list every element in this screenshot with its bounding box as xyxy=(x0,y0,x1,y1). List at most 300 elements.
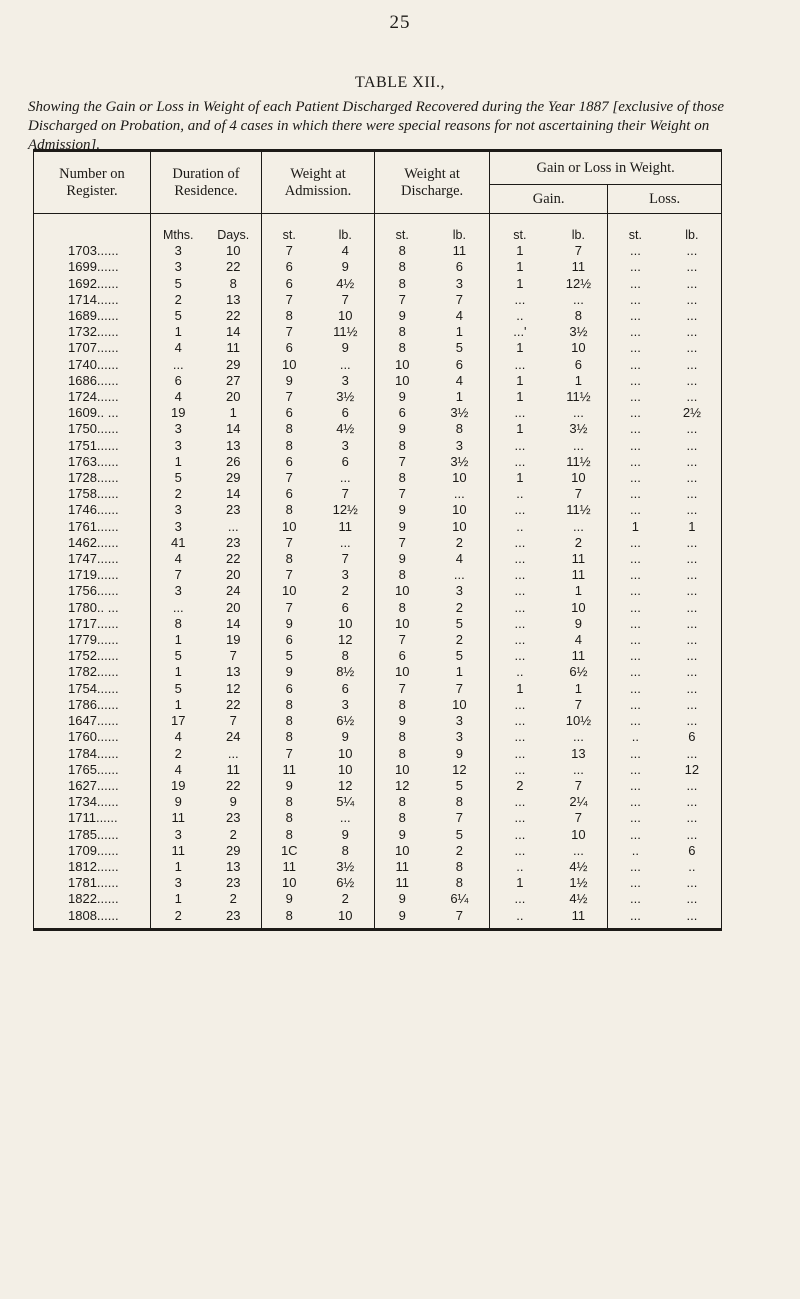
table-cell: 7 xyxy=(285,745,293,761)
table-row xyxy=(34,276,722,292)
table-row xyxy=(34,583,722,599)
table-cell: 1½ xyxy=(550,875,608,891)
table-cell: 11 xyxy=(206,340,262,356)
table-cell: ... xyxy=(514,713,526,729)
table-row xyxy=(34,357,722,373)
table-cell: 3 xyxy=(174,243,182,259)
table-cell: ... xyxy=(317,470,375,486)
table-cell: 3½ xyxy=(430,454,490,470)
table-title: TABLE XII., xyxy=(355,74,445,91)
table-row xyxy=(34,454,722,470)
table-cell: ... xyxy=(514,648,526,664)
table-cell: 7 xyxy=(285,599,293,615)
table-cell: ... xyxy=(629,437,641,453)
table-cell: ... xyxy=(550,438,608,454)
table-cell: 9 xyxy=(206,794,262,810)
table-cell: 9 xyxy=(398,518,406,534)
table-cell: 23 xyxy=(206,502,262,518)
table-cell: 3½ xyxy=(317,389,375,405)
register-number-cell: 1692...... xyxy=(34,276,151,292)
table-cell: ... xyxy=(629,340,641,356)
table-cell: 4 xyxy=(430,373,490,389)
table-cell: 9 xyxy=(317,340,375,356)
table-cell: 7 xyxy=(550,486,608,502)
units-cell: Mths. xyxy=(162,228,194,242)
table-cell: 7 xyxy=(206,648,262,664)
table-cell: 9 xyxy=(285,372,293,388)
register-number-cell: 1686...... xyxy=(34,373,151,389)
table-cell: .. xyxy=(631,729,639,745)
table-cell: 11 xyxy=(550,551,608,567)
table-cell: 7 xyxy=(285,389,293,405)
table-cell: 6½ xyxy=(550,664,608,680)
table-row xyxy=(34,373,722,389)
table-cell: 1 xyxy=(174,453,182,469)
table-cell: 2 xyxy=(174,745,182,761)
table-cell: 8 xyxy=(285,308,293,324)
table-cell: ... xyxy=(629,777,641,793)
table-cell: ... xyxy=(629,551,641,567)
table-cell: 1 xyxy=(174,696,182,712)
table-cell: 6 xyxy=(174,372,182,388)
table-cell: 3 xyxy=(174,826,182,842)
table-cell: 3 xyxy=(174,875,182,891)
table-cell: ... xyxy=(629,502,641,518)
table-cell: 10 xyxy=(395,356,410,372)
units-row xyxy=(34,214,722,244)
table-cell: 6 xyxy=(398,405,406,421)
table-cell: 11 xyxy=(550,648,608,664)
table-cell: 4 xyxy=(550,632,608,648)
table-cell: 19 xyxy=(206,632,262,648)
table-cell: 11 xyxy=(550,567,608,583)
table-row xyxy=(34,762,722,778)
table-cell: 9 xyxy=(285,664,293,680)
register-number-cell: 1647...... xyxy=(34,713,151,729)
table-cell: 4 xyxy=(174,340,182,356)
table-cell: 9 xyxy=(398,826,406,842)
table-cell: 12 xyxy=(206,681,262,697)
table-cell: ... xyxy=(629,534,641,550)
table-cell: ... xyxy=(663,875,722,891)
table-cell: 9 xyxy=(285,891,293,907)
table-cell: 6¼ xyxy=(430,891,490,907)
table-cell: 12 xyxy=(317,632,375,648)
register-number-cell: 1724...... xyxy=(34,389,151,405)
table-cell: 6 xyxy=(285,275,293,291)
table-cell: 9 xyxy=(398,891,406,907)
table-cell: 26 xyxy=(206,454,262,470)
table-cell: 9 xyxy=(285,615,293,631)
table-cell: 8 xyxy=(285,713,293,729)
table-cell: ... xyxy=(629,826,641,842)
table-cell: 10 xyxy=(430,519,490,535)
table-cell: 6 xyxy=(430,357,490,373)
table-cell: ... xyxy=(663,259,722,275)
table-cell: 1 xyxy=(206,405,262,421)
table-cell: 1 xyxy=(430,324,490,340)
table-row xyxy=(34,875,722,891)
table-cell: 3 xyxy=(174,518,182,534)
table-cell: 5 xyxy=(430,827,490,843)
table-cell: 20 xyxy=(206,600,262,616)
table-cell: ... xyxy=(514,761,526,777)
table-cell: ... xyxy=(629,615,641,631)
table-cell: 13 xyxy=(206,859,262,875)
table-row xyxy=(34,600,722,616)
table-cell: 10 xyxy=(395,583,410,599)
table-cell: 2 xyxy=(206,891,262,907)
table-cell: ... xyxy=(663,810,722,826)
header-gain: Gain. xyxy=(490,185,608,214)
table-cell: 9 xyxy=(174,794,182,810)
table-cell: 24 xyxy=(206,583,262,599)
table-cell: ... xyxy=(629,583,641,599)
table-cell: ... xyxy=(629,664,641,680)
register-number-cell: 1761...... xyxy=(34,519,151,535)
table-cell: 4 xyxy=(430,551,490,567)
table-cell: 10 xyxy=(550,340,608,356)
table-cell: 11 xyxy=(395,858,410,874)
table-cell: 6 xyxy=(285,486,293,502)
units-cell: st. xyxy=(628,228,642,242)
table-cell: 2 xyxy=(430,600,490,616)
table-row xyxy=(34,859,722,875)
table-cell: 4½ xyxy=(317,421,375,437)
table-cell: 12 xyxy=(395,777,410,793)
register-number-cell: 1703...... xyxy=(34,243,151,259)
table-cell: 11 xyxy=(282,858,296,874)
table-cell: ... xyxy=(629,599,641,615)
table-cell: ... xyxy=(629,567,641,583)
table-cell: 4 xyxy=(174,761,182,777)
table-cell: .. xyxy=(490,908,550,930)
register-number-cell: 1689...... xyxy=(34,308,151,324)
table-cell: 5¼ xyxy=(317,794,375,810)
table-cell: ... xyxy=(629,810,641,826)
table-cell: 8 xyxy=(285,437,293,453)
table-cell: 8 xyxy=(398,599,406,615)
table-cell: ... xyxy=(663,340,722,356)
table-cell: 22 xyxy=(206,308,262,324)
register-number-cell: 1786...... xyxy=(34,697,151,713)
table-row xyxy=(34,891,722,907)
table-cell: ... xyxy=(514,534,526,550)
table-cell: ... xyxy=(629,486,641,502)
table-row xyxy=(34,438,722,454)
table-cell: ... xyxy=(629,291,641,307)
table-cell: 2¼ xyxy=(550,794,608,810)
table-cell: ... xyxy=(629,891,641,907)
table-cell: 8 xyxy=(174,615,182,631)
table-cell: 6½ xyxy=(317,713,375,729)
table-row xyxy=(34,827,722,843)
table-cell: ... xyxy=(663,827,722,843)
table-cell: 2 xyxy=(430,535,490,551)
table-cell: 23 xyxy=(206,535,262,551)
table-cell: 10 xyxy=(282,875,297,891)
table-cell: ... xyxy=(608,908,663,930)
register-number-cell: 1780.. ... xyxy=(34,600,151,616)
table-cell: 10 xyxy=(317,746,375,762)
table-cell: 10 xyxy=(430,470,490,486)
units-cell: st. xyxy=(513,228,527,242)
register-number-cell: 1822...... xyxy=(34,891,151,907)
table-cell: 1 xyxy=(663,519,722,535)
table-cell: ... xyxy=(514,891,526,907)
page-number: 25 xyxy=(389,12,411,33)
table-cell: 10 xyxy=(550,600,608,616)
table-cell: 22 xyxy=(206,551,262,567)
table-cell: 10 xyxy=(395,372,410,388)
table-cell: ... xyxy=(629,324,641,340)
table-cell: 13 xyxy=(206,664,262,680)
table-cell: 8 xyxy=(262,908,317,930)
table-cell: ... xyxy=(663,389,722,405)
table-cell: 7 xyxy=(285,291,293,307)
table-cell: 2½ xyxy=(663,405,722,421)
table-cell: .. xyxy=(516,664,524,680)
table-cell: .. xyxy=(631,842,639,858)
table-cell: ... xyxy=(514,583,526,599)
table-cell: 23 xyxy=(206,875,262,891)
register-number-cell: 1765...... xyxy=(34,762,151,778)
table-cell: ... xyxy=(663,632,722,648)
table-cell: 8 xyxy=(430,421,490,437)
table-cell: ... xyxy=(514,453,526,469)
table-cell: 6 xyxy=(285,680,293,696)
header-loss: Loss. xyxy=(608,185,722,214)
table-cell: 7 xyxy=(398,680,406,696)
table-cell: 5 xyxy=(430,340,490,356)
table-cell: 6 xyxy=(285,405,293,421)
table-cell: 8 xyxy=(285,502,293,518)
table-cell: 1 xyxy=(550,373,608,389)
units-cell: lb. xyxy=(430,214,490,244)
table-row xyxy=(34,843,722,859)
table-row xyxy=(34,470,722,486)
table-cell: 1 xyxy=(516,389,524,405)
table-cell: .. xyxy=(516,518,524,534)
table-cell: 9 xyxy=(398,502,406,518)
table-cell: ... xyxy=(550,519,608,535)
table-cell: ... xyxy=(629,470,641,486)
table-cell: ... xyxy=(663,308,722,324)
table-cell: ... xyxy=(629,745,641,761)
table-cell: 8 xyxy=(398,810,406,826)
table-row xyxy=(34,535,722,551)
table-cell: 1 xyxy=(430,389,490,405)
table-cell: ... xyxy=(514,632,526,648)
table-cell: 6 xyxy=(550,357,608,373)
table-row xyxy=(34,908,722,930)
table-cell: 4½ xyxy=(550,859,608,875)
register-number-cell: 1717...... xyxy=(34,616,151,632)
table-cell: 12 xyxy=(663,762,722,778)
table-cell: 3 xyxy=(317,373,375,389)
table-cell: ... xyxy=(550,762,608,778)
table-row xyxy=(34,259,722,275)
table-cell: 10 xyxy=(430,697,490,713)
table-cell: 11 xyxy=(282,761,296,777)
table-cell: 7 xyxy=(206,713,262,729)
table-row xyxy=(34,340,722,356)
table-cell: 8 xyxy=(430,859,490,875)
table-cell: 1 xyxy=(631,518,639,534)
table-cell: ... xyxy=(629,761,641,777)
table-cell: 7 xyxy=(430,908,490,930)
table-cell: 1 xyxy=(550,583,608,599)
table-cell: 9 xyxy=(398,421,406,437)
table-cell: 11 xyxy=(430,243,490,259)
table-cell: 4 xyxy=(317,243,375,259)
table-row xyxy=(34,810,722,826)
register-number-cell: 1760...... xyxy=(34,729,151,745)
register-number-cell: 1699...... xyxy=(34,259,151,275)
table-cell: 11 xyxy=(171,810,185,826)
table-cell: 7 xyxy=(398,453,406,469)
table-cell: ... xyxy=(629,680,641,696)
table-cell: 7 xyxy=(430,810,490,826)
table-cell: 8 xyxy=(398,259,406,275)
register-number-cell: 1609.. ... xyxy=(34,405,151,421)
table-cell: ... xyxy=(663,551,722,567)
table-cell: 10 xyxy=(282,356,297,372)
table-cell: 24 xyxy=(206,729,262,745)
table-cell: 7 xyxy=(430,681,490,697)
table-cell: 6 xyxy=(663,843,722,859)
weight-table xyxy=(33,149,722,931)
table-cell: ... xyxy=(663,276,722,292)
table-cell: 12 xyxy=(430,762,490,778)
table-cell: 10 xyxy=(206,243,262,259)
table-cell: 1 xyxy=(174,858,182,874)
table-cell: 11½ xyxy=(550,502,608,518)
table-cell: 8 xyxy=(398,340,406,356)
table-cell: 10 xyxy=(395,664,410,680)
table-cell: 7 xyxy=(550,810,608,826)
table-cell: 4½ xyxy=(317,276,375,292)
units-cell xyxy=(34,214,151,244)
table-cell: ... xyxy=(514,745,526,761)
table-cell: ... xyxy=(663,454,722,470)
table-cell: 1 xyxy=(174,664,182,680)
register-number-cell: 1781...... xyxy=(34,875,151,891)
table-cell: 8½ xyxy=(317,664,375,680)
table-cell: ... xyxy=(663,891,722,907)
table-cell: 7 xyxy=(317,551,375,567)
table-cell: ... xyxy=(514,842,526,858)
register-number-cell: 1734...... xyxy=(34,794,151,810)
table-cell: 1 xyxy=(174,324,182,340)
table-row xyxy=(34,551,722,567)
table-cell: 19 xyxy=(171,405,186,421)
table-cell: 2 xyxy=(317,891,375,907)
table-cell: 3 xyxy=(174,502,182,518)
header-discharge: Weight at Discharge. xyxy=(375,151,490,214)
table-cell: 10 xyxy=(550,470,608,486)
table-cell: ... xyxy=(430,567,490,583)
table-row xyxy=(34,632,722,648)
table-cell: ... xyxy=(663,486,722,502)
table-cell: ... xyxy=(663,373,722,389)
table-cell: 3 xyxy=(174,583,182,599)
table-cell: 5 xyxy=(174,680,182,696)
table-cell: 10 xyxy=(550,827,608,843)
table-cell: 8 xyxy=(285,551,293,567)
table-cell: 7 xyxy=(398,534,406,550)
table-cell: 8 xyxy=(285,826,293,842)
table-cell: ... xyxy=(629,858,641,874)
table-cell: 11 xyxy=(395,875,410,891)
units-cell: st. xyxy=(282,228,296,242)
register-number-cell: 1627...... xyxy=(34,778,151,794)
table-cell: 13 xyxy=(550,746,608,762)
table-row xyxy=(34,778,722,794)
table-cell: 3 xyxy=(317,697,375,713)
table-cell: 4 xyxy=(174,551,182,567)
table-cell: 10½ xyxy=(550,713,608,729)
table-cell: 10 xyxy=(430,502,490,518)
table-cell: ... xyxy=(514,437,526,453)
table-cell: 19 xyxy=(171,777,186,793)
table-cell: ... xyxy=(317,357,375,373)
table-cell: 22 xyxy=(206,697,262,713)
register-number-cell: 1785...... xyxy=(34,827,151,843)
table-cell: 11½ xyxy=(550,389,608,405)
table-cell: 8 xyxy=(550,308,608,324)
table-row xyxy=(34,405,722,421)
register-number-cell: 1751...... xyxy=(34,438,151,454)
table-cell: 29 xyxy=(206,357,262,373)
table-cell: 5 xyxy=(430,648,490,664)
table-cell: 5 xyxy=(430,616,490,632)
table-cell: ... xyxy=(663,746,722,762)
table-cell: ... xyxy=(663,778,722,794)
table-cell: 8 xyxy=(430,794,490,810)
table-cell: 7 xyxy=(285,470,293,486)
table-cell: 8 xyxy=(398,567,406,583)
table-cell: 8 xyxy=(285,729,293,745)
table-cell: ... xyxy=(514,615,526,631)
table-cell: ... xyxy=(514,810,526,826)
table-cell: 7 xyxy=(285,534,293,550)
table-row xyxy=(34,648,722,664)
table-cell: ... xyxy=(663,681,722,697)
table-cell: ... xyxy=(629,875,641,891)
table-cell: ... xyxy=(514,551,526,567)
header-register: Number on Register. xyxy=(34,151,151,214)
table-cell: 9 xyxy=(317,729,375,745)
table-cell: 2 xyxy=(174,291,182,307)
table-cell: 11 xyxy=(550,259,608,275)
table-cell: 7 xyxy=(285,243,293,259)
table-cell: 11 xyxy=(317,519,375,535)
table-cell: ... xyxy=(514,599,526,615)
table-row xyxy=(34,308,722,324)
table-cell: 4 xyxy=(174,389,182,405)
table-cell: 5 xyxy=(174,308,182,324)
table-cell: ... xyxy=(629,372,641,388)
table-cell: 2 xyxy=(430,632,490,648)
table-row xyxy=(34,697,722,713)
table-cell: 9 xyxy=(398,713,406,729)
register-number-cell: 1756...... xyxy=(34,583,151,599)
table-cell: 6 xyxy=(398,648,406,664)
table-cell: 8 xyxy=(206,276,262,292)
table-cell: ... xyxy=(629,405,641,421)
table-body xyxy=(34,214,722,930)
